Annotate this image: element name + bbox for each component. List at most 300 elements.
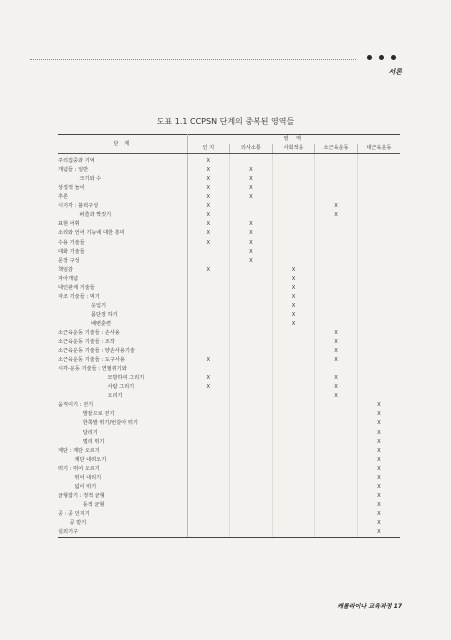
table-row	[58, 311, 400, 320]
domain-mark	[272, 356, 315, 365]
stage-label: 시각-운동 기술들 : 연필쥐기와	[58, 365, 187, 374]
domain-mark	[315, 184, 358, 193]
domain-mark: X	[187, 211, 230, 220]
table-row	[58, 356, 400, 365]
domain-mark	[315, 275, 358, 284]
domain-mark	[272, 211, 315, 220]
domain-mark	[230, 438, 273, 447]
table-row	[58, 365, 400, 374]
domain-mark	[272, 392, 315, 401]
domain-mark	[272, 220, 315, 229]
stage-label: 오리기	[58, 392, 187, 401]
domain-mark: X	[230, 257, 273, 266]
domain-mark	[315, 401, 358, 410]
table-row	[58, 401, 400, 410]
domain-mark	[187, 410, 230, 419]
stage-label: 주의집중과 기억	[58, 154, 187, 167]
domain-mark	[187, 392, 230, 401]
domain-mark: X	[272, 302, 315, 311]
stage-label: 퍼즐과 짝짓기	[58, 211, 187, 220]
domain-mark	[187, 284, 230, 293]
table-row	[58, 184, 400, 193]
section-label: 서론	[388, 68, 402, 76]
domain-mark: X	[187, 184, 230, 193]
domain-mark	[187, 510, 230, 519]
domain-header-cognitive: 인 지	[187, 144, 230, 154]
domain-mark	[187, 492, 230, 501]
domain-mark	[315, 474, 358, 483]
domain-mark	[230, 528, 273, 538]
domain-header-gross-motor: 대근육운동	[357, 144, 400, 154]
domain-mark	[187, 447, 230, 456]
domain-mark	[357, 311, 400, 320]
stage-label: 개념들 : 일반	[58, 166, 187, 175]
domain-header-fine-motor: 소근육운동	[315, 144, 358, 154]
domain-mark	[230, 338, 273, 347]
domain-mark	[315, 365, 358, 374]
domain-mark	[187, 302, 230, 311]
page-footer: 캐롤라이나 교육과정 17	[337, 603, 402, 610]
domain-mark	[272, 184, 315, 193]
domain-mark	[230, 275, 273, 284]
stage-label: 발끝으로 걷기	[58, 410, 187, 419]
stage-label: 공 : 공 던지기	[58, 510, 187, 519]
domain-mark	[315, 528, 358, 538]
domain-mark	[230, 410, 273, 419]
stage-label: 표현 어휘	[58, 220, 187, 229]
domain-mark	[315, 293, 358, 302]
domain-mark: X	[357, 528, 400, 538]
stage-label: 동적 균형	[58, 501, 187, 510]
table-row	[58, 193, 400, 202]
domain-mark	[272, 474, 315, 483]
domain-mark	[230, 374, 273, 383]
domain-mark	[187, 275, 230, 284]
domain-mark	[272, 347, 315, 356]
domain-mark	[315, 311, 358, 320]
domain-mark: X	[272, 311, 315, 320]
table-title: 도표 1.1 CCPSN 단계의 중복된 영역들	[156, 117, 295, 126]
domain-mark	[272, 248, 315, 257]
table-row	[58, 492, 400, 501]
domain-mark	[315, 501, 358, 510]
domain-mark: X	[315, 338, 358, 347]
decorative-dot	[367, 55, 372, 60]
domain-mark: X	[187, 220, 230, 229]
domain-mark	[187, 311, 230, 320]
domain-mark: X	[377, 501, 381, 508]
domain-mark	[357, 347, 400, 356]
domain-mark	[272, 202, 315, 211]
domain-mark	[315, 519, 358, 528]
domain-mark: X	[230, 166, 273, 175]
stage-label: 달리기	[58, 429, 187, 438]
table-row	[58, 220, 400, 229]
table-row	[58, 347, 400, 356]
domain-mark	[315, 266, 358, 275]
stage-label: 자조 기술들 : 먹기	[58, 293, 187, 302]
domain-mark: X	[187, 383, 230, 392]
stage-label: 책임감	[58, 266, 187, 275]
domain-mark	[357, 239, 400, 248]
stage-label: 배변훈련	[58, 320, 187, 329]
domain-mark	[272, 419, 315, 428]
domain-mark	[187, 257, 230, 266]
domain-mark: X	[187, 166, 230, 175]
domain-mark	[230, 401, 273, 410]
table-row	[58, 338, 400, 347]
stage-label: 시지각 : 블럭구성	[58, 202, 187, 211]
domain-mark	[357, 229, 400, 238]
table-row	[58, 284, 400, 293]
domain-mark	[230, 456, 273, 465]
table-row	[58, 501, 400, 510]
domain-mark	[315, 465, 358, 474]
domain-mark	[315, 229, 358, 238]
table-row	[58, 510, 400, 519]
domain-mark: X	[230, 239, 273, 248]
domain-mark	[272, 510, 315, 519]
domain-mark	[187, 248, 230, 257]
domain-mark	[357, 365, 400, 374]
domain-mark: X	[187, 356, 230, 365]
stage-label: 계단 내려오기	[58, 456, 187, 465]
domain-mark	[187, 338, 230, 347]
domain-mark: X	[315, 329, 358, 338]
domain-mark	[187, 320, 230, 329]
stage-label: 상징적 놀이	[58, 184, 187, 193]
domain-mark	[272, 257, 315, 266]
domain-mark	[272, 429, 315, 438]
domain-mark	[187, 519, 230, 528]
table-body	[58, 154, 400, 538]
domain-mark	[230, 329, 273, 338]
domain-mark: X	[187, 175, 230, 184]
domain-mark	[272, 166, 315, 175]
stage-label: 추론	[58, 193, 187, 202]
domain-mark	[230, 311, 273, 320]
domain-mark: X	[187, 229, 230, 238]
domain-mark: X	[187, 374, 230, 383]
stage-label: 넓이 뛰기	[58, 483, 187, 492]
table-row	[58, 456, 400, 465]
stage-label: 사람 그리기	[58, 383, 187, 392]
domain-mark	[230, 154, 273, 167]
domain-mark: X	[187, 266, 230, 275]
domain-table	[58, 134, 400, 538]
domain-mark	[230, 347, 273, 356]
stage-label: 뛰어 내리기	[58, 474, 187, 483]
table-row	[58, 320, 400, 329]
table-row	[58, 438, 400, 447]
domain-mark: X	[315, 356, 358, 365]
table-row	[58, 229, 400, 238]
domain-mark	[315, 320, 358, 329]
domain-mark: X	[377, 438, 381, 445]
domain-mark	[230, 483, 273, 492]
domain-mark	[230, 510, 273, 519]
domain-mark: X	[377, 465, 381, 472]
table-row	[58, 202, 400, 211]
table-row	[58, 474, 400, 483]
domain-mark	[272, 329, 315, 338]
domain-mark	[187, 501, 230, 510]
domain-mark	[357, 320, 400, 329]
table-row	[58, 329, 400, 338]
domain-mark: X	[377, 483, 381, 490]
domain-mark: X	[315, 374, 358, 383]
domain-mark: X	[230, 248, 273, 257]
table-row	[58, 154, 400, 167]
domain-mark	[230, 284, 273, 293]
domain-mark	[315, 438, 358, 447]
domain-mark	[315, 410, 358, 419]
domain-mark	[357, 266, 400, 275]
domain-mark	[230, 492, 273, 501]
domain-mark	[272, 501, 315, 510]
stage-label: 균형잡기 : 정적 균형	[58, 492, 187, 501]
stage-label: 멀리 뛰기	[58, 438, 187, 447]
stage-label: 계단 : 계단 오르기	[58, 447, 187, 456]
table-row	[58, 257, 400, 266]
domain-mark	[272, 401, 315, 410]
stage-label: 옷입기	[58, 302, 187, 311]
domain-mark: X	[377, 474, 381, 481]
domain-mark	[187, 401, 230, 410]
domain-mark	[187, 419, 230, 428]
domain-mark	[272, 447, 315, 456]
domain-mark	[357, 184, 400, 193]
stage-label: 대화 기술들	[58, 248, 187, 257]
domain-mark	[272, 338, 315, 347]
domain-mark	[272, 438, 315, 447]
stage-label: 공 받기	[58, 519, 187, 528]
domain-mark	[357, 257, 400, 266]
table-row	[58, 302, 400, 311]
domain-mark	[187, 483, 230, 492]
domain-mark	[230, 211, 273, 220]
domain-mark	[315, 175, 358, 184]
domain-mark	[187, 456, 230, 465]
domain-mark	[230, 202, 273, 211]
domain-mark	[272, 175, 315, 184]
domain-mark: X	[377, 492, 381, 499]
domain-mark: X	[377, 411, 381, 418]
domain-mark	[315, 483, 358, 492]
domain-mark	[230, 519, 273, 528]
domain-group-header: 영 역	[187, 135, 400, 145]
domain-mark	[230, 419, 273, 428]
domain-mark: X	[377, 456, 381, 463]
stage-label: 문장 구성	[58, 257, 187, 266]
stage-label: 한쪽발 뛰기/번갈아 뛰기	[58, 419, 187, 428]
domain-mark	[272, 154, 315, 167]
domain-mark	[230, 429, 273, 438]
domain-mark	[357, 329, 400, 338]
domain-mark	[272, 410, 315, 419]
header-rule	[30, 59, 356, 60]
table-row	[58, 175, 400, 184]
domain-mark	[357, 284, 400, 293]
domain-mark	[315, 284, 358, 293]
domain-mark: X	[377, 447, 381, 454]
domain-mark	[230, 365, 273, 374]
domain-mark: X	[187, 193, 230, 202]
domain-mark: X	[377, 420, 381, 427]
domain-mark: X	[230, 220, 273, 229]
domain-mark: X	[315, 202, 358, 211]
table-row	[58, 211, 400, 220]
stage-label: 몸단장 하기	[58, 311, 187, 320]
domain-mark	[230, 266, 273, 275]
table-row	[58, 166, 400, 175]
domain-mark: X	[272, 320, 315, 329]
domain-mark	[315, 154, 358, 167]
domain-mark	[357, 211, 400, 220]
decorative-dot	[379, 55, 384, 60]
domain-mark	[187, 347, 230, 356]
domain-mark	[187, 465, 230, 474]
domain-mark: X	[230, 229, 273, 238]
table-row	[58, 429, 400, 438]
stage-label: 대인관계 기술들	[58, 284, 187, 293]
domain-mark: X	[315, 211, 358, 220]
stage-label: 소리와 언어 기능에 대한 흥미	[58, 229, 187, 238]
stage-label: 소근육운동 기술들 : 양손사용기술	[58, 347, 187, 356]
domain-mark	[187, 293, 230, 302]
decorative-dot	[391, 55, 396, 60]
domain-mark: X	[272, 284, 315, 293]
domain-mark	[272, 383, 315, 392]
domain-mark	[357, 293, 400, 302]
domain-mark: X	[377, 402, 381, 409]
stage-label: 소근육운동 기술들 : 도구사용	[58, 356, 187, 365]
stage-label: 크기와 수	[58, 175, 187, 184]
domain-mark	[230, 501, 273, 510]
table-row	[58, 248, 400, 257]
domain-mark	[315, 510, 358, 519]
stage-column-header: 단 계	[58, 135, 187, 154]
domain-mark	[187, 438, 230, 447]
table-row	[58, 410, 400, 419]
table-row	[58, 465, 400, 474]
domain-mark: X	[187, 154, 230, 167]
domain-mark	[357, 202, 400, 211]
domain-mark	[357, 220, 400, 229]
domain-mark	[230, 320, 273, 329]
domain-mark: X	[230, 184, 273, 193]
stage-label: 자아개념	[58, 275, 187, 284]
domain-mark	[187, 528, 230, 538]
domain-mark	[315, 248, 358, 257]
stage-label: 움직이기 : 걷기	[58, 401, 187, 410]
domain-mark	[272, 456, 315, 465]
stage-label: 모방하여 그리기	[58, 374, 187, 383]
domain-mark	[357, 275, 400, 284]
table-row	[58, 275, 400, 284]
table-row	[58, 483, 400, 492]
domain-mark	[272, 239, 315, 248]
domain-mark: X	[315, 347, 358, 356]
table-row	[58, 239, 400, 248]
stage-label: 소근육운동 기술들 : 조작	[58, 338, 187, 347]
domain-mark: X	[187, 239, 230, 248]
table-row	[58, 266, 400, 275]
domain-mark	[272, 519, 315, 528]
domain-mark	[357, 175, 400, 184]
domain-mark	[230, 293, 273, 302]
domain-mark	[357, 392, 400, 401]
table-row	[58, 447, 400, 456]
domain-mark	[315, 456, 358, 465]
domain-mark	[357, 356, 400, 365]
domain-mark	[187, 365, 230, 374]
domain-mark	[272, 374, 315, 383]
stage-label: 수용 기술들	[58, 239, 187, 248]
domain-mark	[230, 356, 273, 365]
domain-mark	[357, 383, 400, 392]
domain-header-social: 사회적응	[272, 144, 315, 154]
table-row	[58, 519, 400, 528]
domain-mark	[315, 257, 358, 266]
domain-mark	[357, 248, 400, 257]
domain-mark	[230, 302, 273, 311]
domain-mark	[315, 193, 358, 202]
domain-mark	[272, 492, 315, 501]
domain-mark: X	[377, 510, 381, 517]
domain-mark	[357, 193, 400, 202]
domain-mark	[187, 329, 230, 338]
table-row	[58, 392, 400, 401]
domain-mark	[272, 465, 315, 474]
domain-mark	[230, 383, 273, 392]
domain-mark	[187, 429, 230, 438]
domain-header-communication: 의사소통	[230, 144, 273, 154]
domain-mark	[230, 447, 273, 456]
domain-mark	[315, 220, 358, 229]
table-row	[58, 374, 400, 383]
domain-mark	[230, 392, 273, 401]
domain-mark	[315, 166, 358, 175]
table-row	[58, 419, 400, 428]
stage-label: 실외기구	[58, 528, 187, 538]
domain-mark	[187, 474, 230, 483]
domain-mark	[272, 483, 315, 492]
domain-mark	[230, 465, 273, 474]
domain-mark	[230, 474, 273, 483]
domain-mark	[272, 229, 315, 238]
domain-mark: X	[272, 293, 315, 302]
stage-label: 소근육운동 기술들 : 손사용	[58, 329, 187, 338]
table-row	[58, 528, 400, 538]
table-row	[58, 293, 400, 302]
domain-mark: X	[230, 193, 273, 202]
domain-mark: X	[315, 383, 358, 392]
domain-mark	[315, 302, 358, 311]
domain-mark	[272, 193, 315, 202]
domain-mark	[315, 429, 358, 438]
domain-mark	[357, 374, 400, 383]
domain-mark	[272, 528, 315, 538]
domain-mark: X	[272, 266, 315, 275]
domain-mark: X	[377, 519, 381, 526]
domain-mark: X	[377, 429, 381, 436]
domain-mark	[315, 492, 358, 501]
domain-mark: X	[315, 392, 358, 401]
domain-mark	[357, 338, 400, 347]
domain-mark: X	[272, 275, 315, 284]
domain-mark	[315, 419, 358, 428]
